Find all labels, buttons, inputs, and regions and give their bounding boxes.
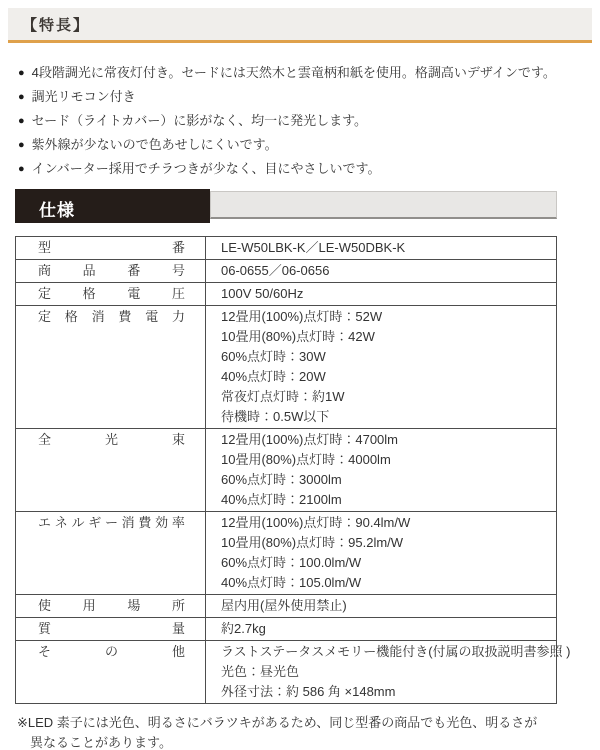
spec-value: 12畳用(100%)点灯時：90.4lm/W xyxy=(221,515,411,530)
footnote-line: ※LED 素子には光色、明るさにバラツキがあるため、同じ型番の商品でも光色、明るさが xyxy=(17,715,538,730)
spec-value: 60%点灯時：100.0lm/W xyxy=(221,555,362,570)
spec-value: 12畳用(100%)点灯時：4700lm xyxy=(221,432,399,447)
bullet-icon: ● xyxy=(18,115,25,127)
spec-value: 待機時：0.5W以下 xyxy=(221,409,330,424)
spec-row-other xyxy=(16,641,571,703)
specs-section-header xyxy=(15,189,557,223)
features-list xyxy=(18,61,584,181)
feature-item xyxy=(18,85,584,109)
spec-value: LE-W50LBK-K／LE-W50DBK-K xyxy=(221,240,406,255)
spec-value: 40%点灯時：2100lm xyxy=(221,492,342,507)
feature-text: インバーター採用でチラつきが少なく、目にやさしいです。 xyxy=(31,161,381,176)
spec-label: 商 品 番 号 xyxy=(38,263,185,278)
feature-item xyxy=(18,157,584,181)
spec-row-power-consumption xyxy=(16,306,556,429)
spec-value: 外径寸法：約 586 角 ×148mm xyxy=(221,684,396,699)
spec-value: 10畳用(80%)点灯時：95.2lm/W xyxy=(221,535,404,550)
spec-label: 定 格 電 圧 xyxy=(38,286,185,301)
spec-value: 約2.7kg xyxy=(221,621,266,636)
spec-label: 質 量 xyxy=(38,621,185,636)
spec-value: 40%点灯時：20W xyxy=(221,369,326,384)
feature-text: 調光リモコン付き xyxy=(31,89,136,104)
spec-row-usage-location xyxy=(16,595,556,618)
spec-value: 06-0655／06-0656 xyxy=(221,263,330,278)
bullet-icon: ● xyxy=(18,67,25,79)
spec-value: ラストステータスメモリー機能付き(付属の取扱説明書参照 ) xyxy=(221,644,571,659)
bullet-icon: ● xyxy=(18,91,25,103)
feature-text: セード（ライトカバー）に影がなく、均一に発光します。 xyxy=(31,113,368,128)
footnote-line: 異なることがあります。 xyxy=(30,735,172,750)
spec-value: 100V 50/60Hz xyxy=(221,286,304,301)
spec-label: 型 番 xyxy=(38,240,185,255)
spec-table xyxy=(15,236,571,704)
feature-item xyxy=(18,61,584,85)
spec-label: そ の 他 xyxy=(38,644,185,659)
spec-value: 光色：昼光色 xyxy=(221,664,300,679)
features-section-title: 【特長】 xyxy=(8,8,592,43)
spec-label: 全 光 束 xyxy=(38,432,185,447)
spec-label: 定 格 消 費 電 力 xyxy=(38,309,185,324)
spec-value: 60%点灯時：30W xyxy=(221,349,326,364)
spec-row-rated-voltage xyxy=(16,283,556,306)
spec-row-energy-efficiency xyxy=(16,512,556,595)
specs-header-bar xyxy=(210,191,557,219)
spec-value: 10畳用(80%)点灯時：42W xyxy=(221,329,375,344)
bullet-icon: ● xyxy=(18,163,25,175)
spec-label: エ ネ ル ギ ー 消 費 効 率 xyxy=(38,515,185,530)
led-variation-footnote xyxy=(17,713,582,750)
spec-value: 12畳用(100%)点灯時：52W xyxy=(221,309,383,324)
spec-label: 使 用 場 所 xyxy=(38,598,185,613)
feature-item xyxy=(18,109,584,133)
spec-row-product-number xyxy=(16,260,556,283)
spec-row-model-number xyxy=(16,237,556,260)
specs-section-title: 仕様 xyxy=(15,189,210,223)
spec-value: 屋内用(屋外使用禁止) xyxy=(221,598,347,613)
feature-item xyxy=(18,133,584,157)
spec-value: 40%点灯時：105.0lm/W xyxy=(221,575,362,590)
feature-text: 4段階調光に常夜灯付き。セードには天然木と雲竜柄和紙を使用。格調高いデザインです。 xyxy=(31,65,556,80)
spec-value: 常夜灯点灯時：約1W xyxy=(221,389,345,404)
feature-text: 紫外線が少ないので色あせしにくいです。 xyxy=(31,137,278,152)
spec-row-weight xyxy=(16,618,556,641)
spec-row-luminous-flux xyxy=(16,429,556,512)
spec-value: 60%点灯時：3000lm xyxy=(221,472,342,487)
bullet-icon: ● xyxy=(18,139,25,151)
spec-value: 10畳用(80%)点灯時：4000lm xyxy=(221,452,391,467)
